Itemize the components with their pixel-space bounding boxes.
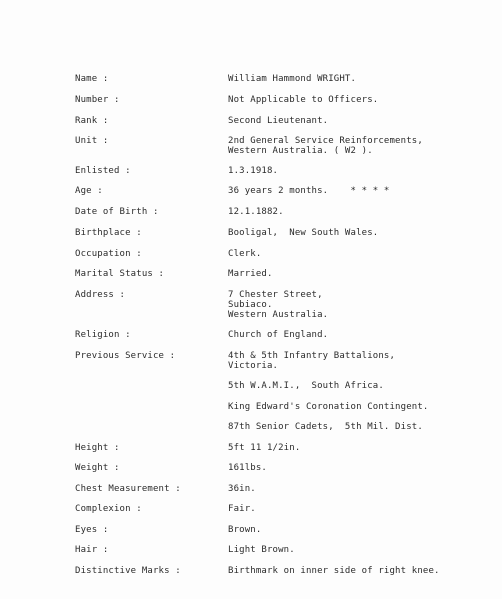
- field-label: Birthplace :: [75, 228, 142, 238]
- field-value-line: Subiaco.: [228, 300, 273, 310]
- field-value: [228, 402, 428, 412]
- field-label: Distinctive Marks :: [75, 566, 181, 576]
- field-label: Eyes :: [75, 525, 109, 535]
- field-value-line: Light Brown.: [228, 545, 295, 555]
- field-value: [228, 545, 295, 555]
- field-value: [228, 166, 278, 176]
- field-value-line: Fair.: [228, 504, 256, 514]
- field-value: [228, 249, 261, 259]
- field-value: [228, 351, 395, 371]
- field-value-line: Victoria.: [228, 361, 279, 371]
- field-value: [228, 269, 273, 279]
- field-label: Date of Birth :: [75, 207, 159, 217]
- field-value: [228, 484, 256, 494]
- field-value: [228, 207, 284, 217]
- field-label: Chest Measurement :: [75, 484, 181, 494]
- field-value: [228, 463, 267, 473]
- field-value-line: 161lbs.: [228, 463, 267, 473]
- field-label: Previous Service :: [75, 351, 176, 361]
- field-value: [228, 95, 378, 105]
- field-value-line: 4th & 5th Infantry Battalions,: [228, 351, 396, 361]
- field-value: [228, 566, 440, 576]
- field-value: [228, 186, 390, 196]
- field-value: [228, 290, 328, 320]
- field-label: Marital Status :: [75, 269, 165, 279]
- field-value: [228, 228, 378, 238]
- field-label: Rank :: [75, 116, 109, 126]
- field-label: Address :: [75, 290, 126, 300]
- field-value: [228, 422, 423, 432]
- field-label: Complexion :: [75, 504, 142, 514]
- field-value-line: Booligal, New South Wales.: [228, 228, 379, 238]
- field-value-line: Birthmark on inner side of right knee.: [228, 566, 440, 576]
- field-value: [228, 525, 261, 535]
- field-value-line: Second Lieutenant.: [228, 116, 329, 126]
- field-label: Name :: [75, 74, 109, 84]
- field-value-line: Western Australia.: [228, 310, 329, 320]
- field-value-line: King Edward's Coronation Contingent.: [228, 402, 429, 412]
- field-value-line: 87th Senior Cadets, 5th Mil. Dist.: [228, 422, 423, 432]
- field-label: Height :: [75, 443, 120, 453]
- field-value-line: Not Applicable to Officers.: [228, 95, 379, 105]
- field-value: [228, 136, 423, 156]
- field-value: [228, 504, 256, 514]
- field-label: Weight :: [75, 463, 120, 473]
- field-label: Occupation :: [75, 249, 142, 259]
- field-label: Religion :: [75, 330, 131, 340]
- field-label: Age :: [75, 186, 103, 196]
- field-value-line: 36 years 2 months. * * * *: [228, 186, 390, 196]
- field-value-line: 5ft 11 1/2in.: [228, 443, 301, 453]
- field-value-line: 7 Chester Street,: [228, 290, 323, 300]
- field-label: Number :: [75, 95, 120, 105]
- field-value-line: 36in.: [228, 484, 256, 494]
- field-label: Unit :: [75, 136, 109, 146]
- field-value: [228, 330, 328, 340]
- field-value-line: 5th W.A.M.I., South Africa.: [228, 381, 384, 391]
- field-value-line: Married.: [228, 269, 273, 279]
- field-label: Enlisted :: [75, 166, 131, 176]
- field-value: [228, 443, 300, 453]
- field-value-line: Western Australia. ( W2 ).: [228, 146, 373, 156]
- field-value-line: 12.1.1882.: [228, 207, 284, 217]
- field-value-line: 1.3.1918.: [228, 166, 279, 176]
- field-value-line: 2nd General Service Reinforcements,: [228, 136, 423, 146]
- field-value: [228, 116, 328, 126]
- field-value: [228, 381, 384, 391]
- field-label: Hair :: [75, 545, 109, 555]
- field-value-line: Church of England.: [228, 330, 329, 340]
- field-value-line: Brown.: [228, 525, 262, 535]
- field-value-line: Clerk.: [228, 249, 262, 259]
- field-value: [228, 74, 356, 84]
- field-value-line: William Hammond WRIGHT.: [228, 74, 357, 84]
